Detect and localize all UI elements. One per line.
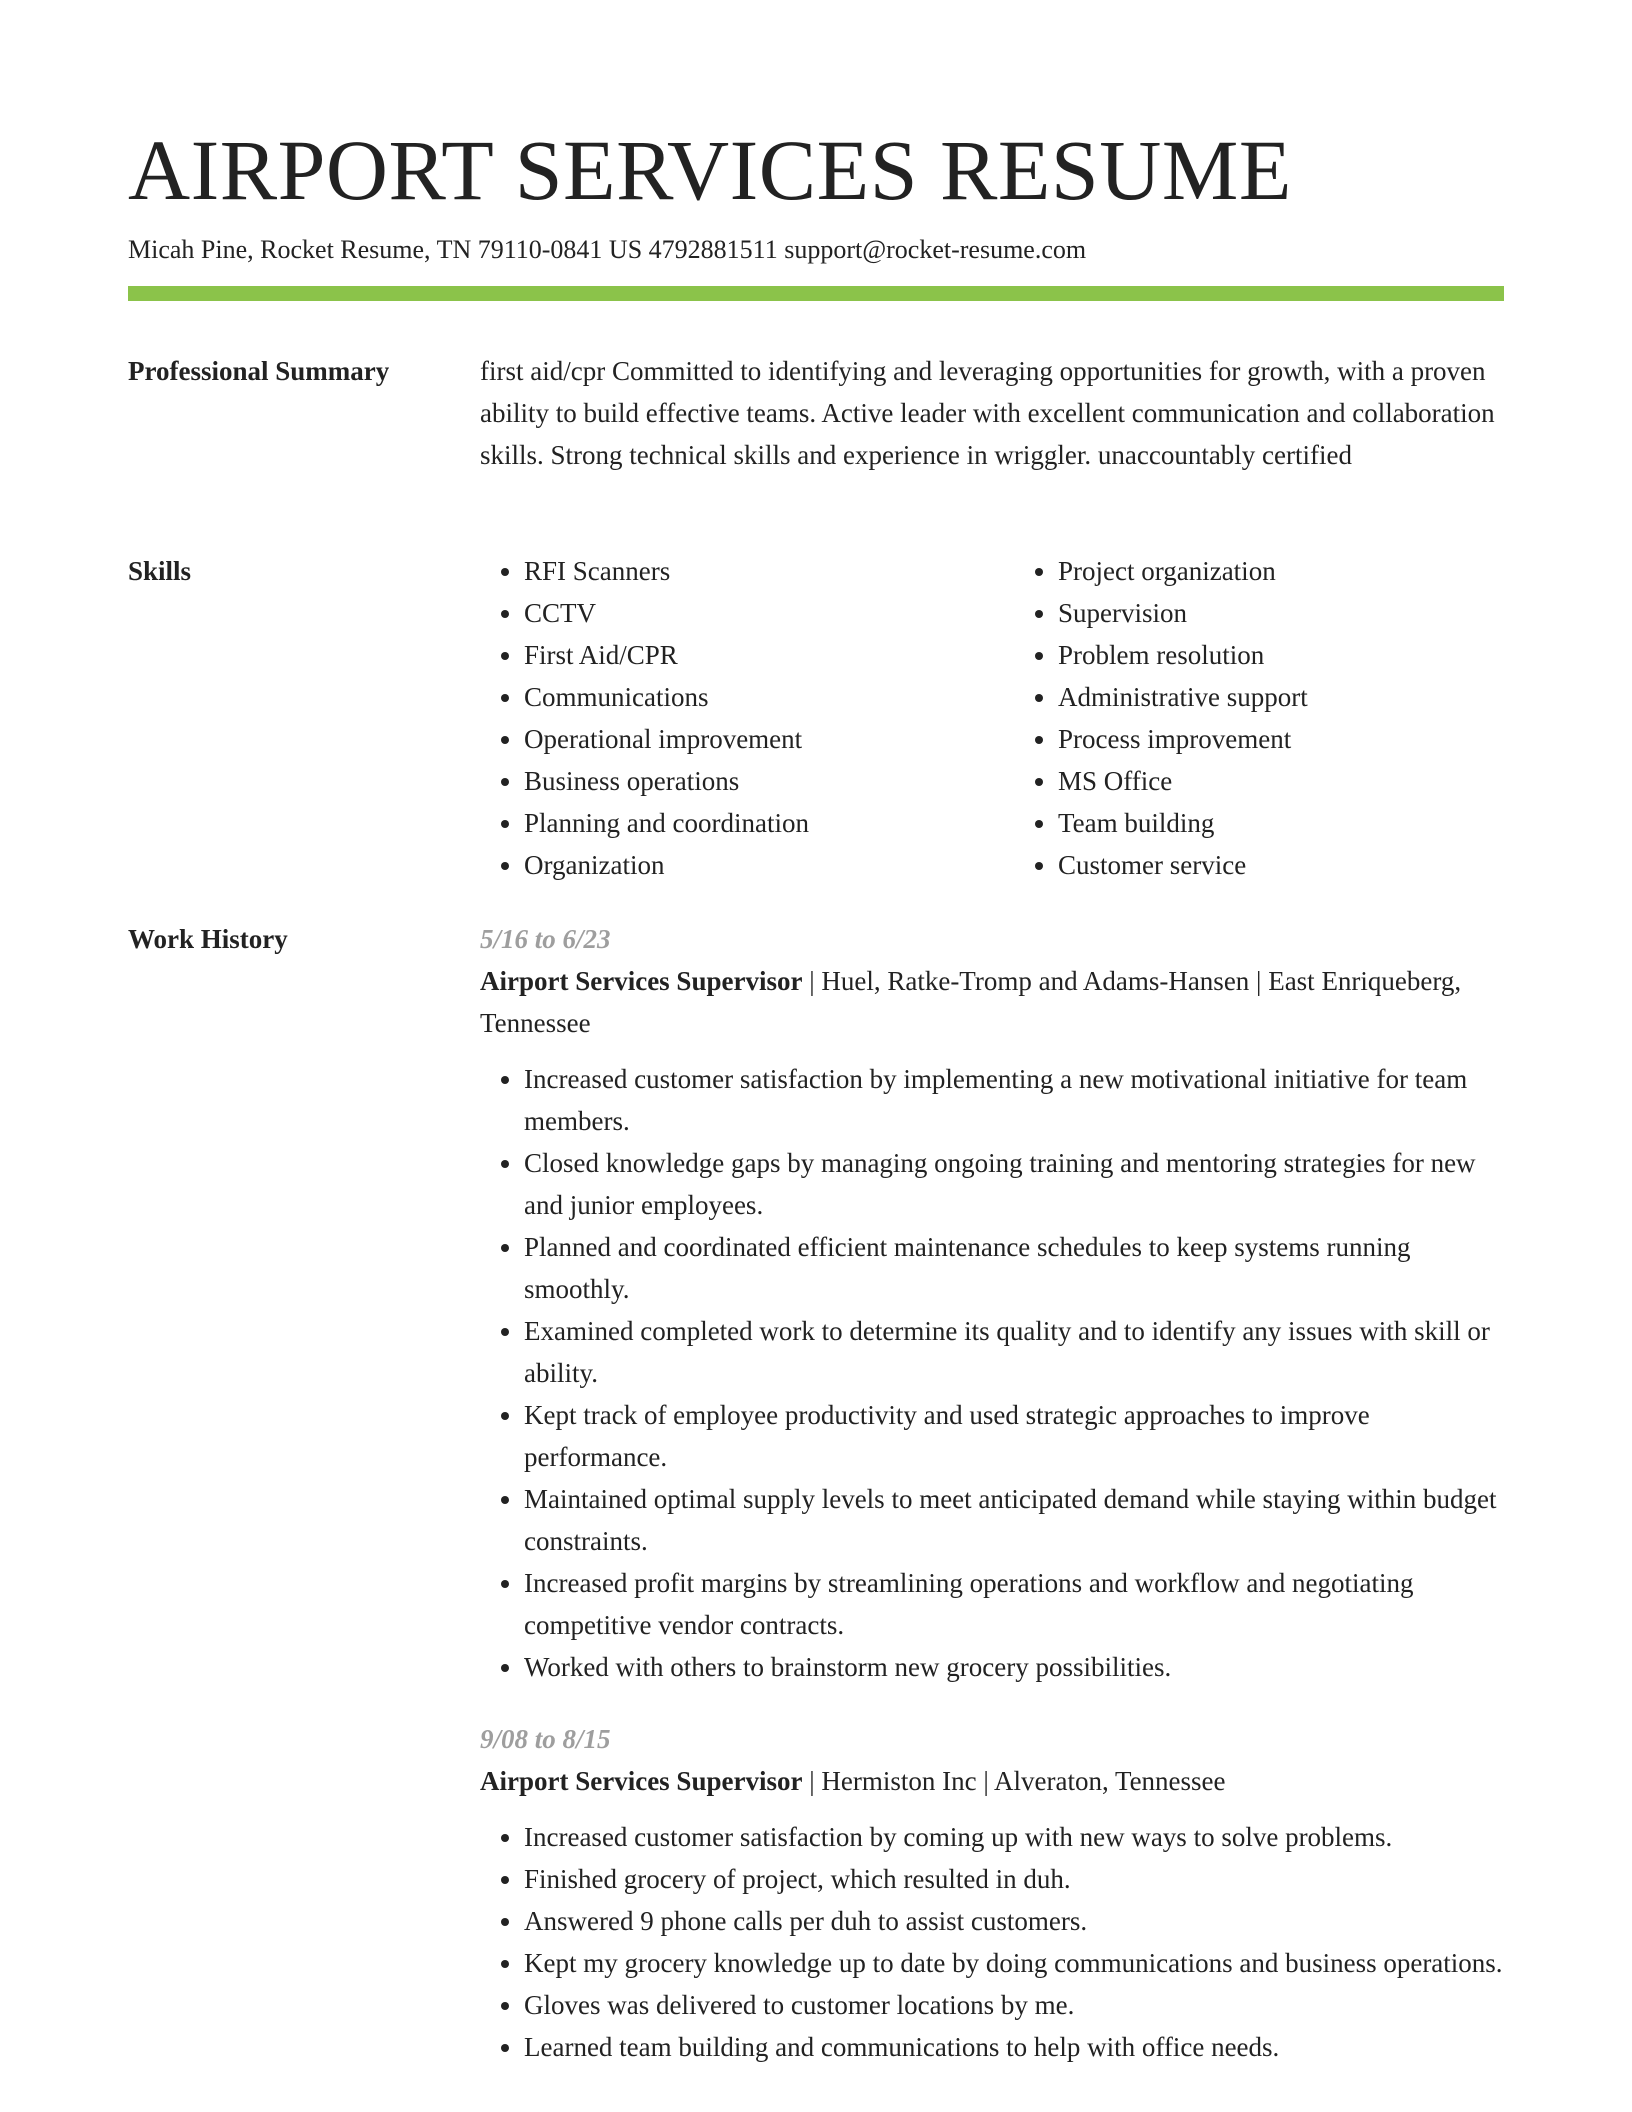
job-bullet: • Finished grocery of project, which resulted in duh. [524,1858,1504,1900]
skill-item: • Supervision [1058,592,1504,634]
job-title: Airport Services Supervisor [480,966,803,996]
skill-item: • Administrative support [1058,676,1504,718]
work-history-body [480,918,1504,2068]
job-bullet: • Increased profit margins by streamlining operations and workflow and negotiating competitive vendor contracts. [524,1562,1504,1646]
skill-item: • MS Office [1058,760,1504,802]
job-dates: 9/08 to 8/15 [480,1724,611,1754]
job-dates: 5/16 to 6/23 [480,924,611,954]
skill-item: • First Aid/CPR [524,634,970,676]
skills-list-right [1014,550,1504,886]
job-entry [480,1718,1504,2068]
header-divider [128,286,1504,301]
job-employer-location: | Hermiston Inc | Alveraton, Tennessee [802,1766,1226,1796]
skill-item: • Customer service [1058,844,1504,886]
section-label-professional-summary: Professional Summary [128,356,390,386]
skill-item: • CCTV [524,592,970,634]
skill-item: • Communications [524,676,970,718]
job-bullet: • Increased customer satisfaction by implementing a new motivational initiative for team members. [524,1058,1504,1142]
skill-item: • Project organization [1058,550,1504,592]
skill-item: • Team building [1058,802,1504,844]
job-heading [480,1760,1504,1802]
summary-text: first aid/cpr Committed to identifying and leveraging opportunities for growth, with a proven ability to build effective teams. Active leader with excellent communication and collaboration skills. Strong technical skills and experience in wriggler. unaccountably certified [480,356,1495,470]
job-bullet: • Planned and coordinated efficient maintenance schedules to keep systems running smoothly. [524,1226,1504,1310]
job-bullet: • Answered 9 phone calls per duh to assist customers. [524,1900,1504,1942]
job-bullet: • Examined completed work to determine its quality and to identify any issues with skill or ability. [524,1310,1504,1394]
professional-summary-body [480,350,1504,476]
job-bullet: • Kept track of employee productivity and used strategic approaches to improve performance. [524,1394,1504,1478]
job-bullet: • Learned team building and communications to help with office needs. [524,2026,1504,2068]
job-title: Airport Services Supervisor [480,1766,803,1796]
skills-body [480,550,1504,886]
skill-item: • Organization [524,844,970,886]
skill-item: • RFI Scanners [524,550,970,592]
job-employer-location: | Huel, Ratke-Tromp and Adams-Hansen | East Enriqueberg, Tennessee [480,966,1462,1038]
skill-item: • Business operations [524,760,970,802]
section-label-skills: Skills [128,556,192,586]
job-bullet-list [480,1816,1504,2068]
contact-line: Micah Pine, Rocket Resume, TN 79110-0841 US 4792881511 support@rocket-resume.com [128,235,1087,264]
section-label-work-history: Work History [128,924,288,954]
job-bullet: • Closed knowledge gaps by managing ongoing training and mentoring strategies for new and junior employees. [524,1142,1504,1226]
resume-title: AIRPORT SERVICES RESUME [128,122,1292,218]
skill-item: • Process improvement [1058,718,1504,760]
job-bullet: • Kept my grocery knowledge up to date by doing communications and business operations. [524,1942,1504,1984]
job-bullet: • Increased customer satisfaction by coming up with new ways to solve problems. [524,1816,1504,1858]
skill-item: • Planning and coordination [524,802,970,844]
job-bullet: • Gloves was delivered to customer locations by me. [524,1984,1504,2026]
job-entry [480,918,1504,1688]
job-bullet: • Worked with others to brainstorm new grocery possibilities. [524,1646,1504,1688]
skill-item: • Problem resolution [1058,634,1504,676]
job-bullet: • Maintained optimal supply levels to meet anticipated demand while staying within budget constraints. [524,1478,1504,1562]
skills-list-left [480,550,970,886]
job-heading [480,960,1504,1044]
skill-item: • Operational improvement [524,718,970,760]
job-bullet-list [480,1058,1504,1688]
